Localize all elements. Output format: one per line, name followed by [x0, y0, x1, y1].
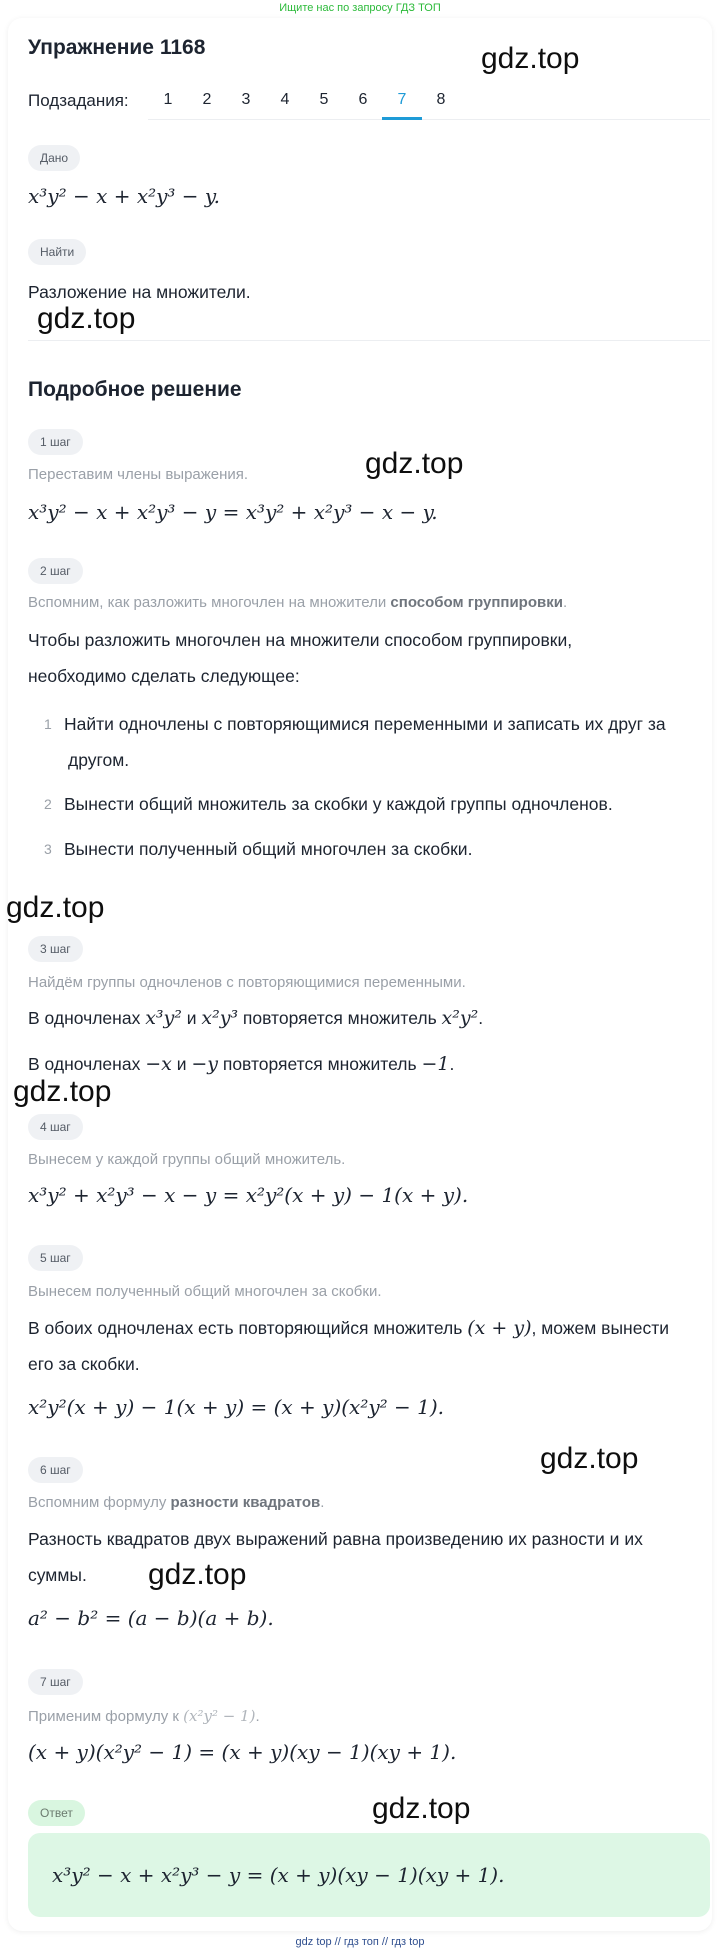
given-badge: Дано — [28, 145, 80, 171]
step-7-note-suffix: . — [255, 1708, 260, 1725]
step-6-badge: 6 шаг — [28, 1457, 83, 1483]
step-6-note-bold: разности квадратов — [170, 1494, 321, 1511]
step-2-note-prefix: Вспомним, как разложить многочлен на множители — [28, 594, 391, 611]
watermark: gdz.top — [13, 1075, 112, 1108]
answer-box — [28, 1833, 710, 1917]
step-2-text-line-1: Чтобы разложить многочлен на множители способом группировки, — [28, 630, 573, 650]
step-1-expression: x³y² − x + x²y³ − y = x³y² + x²y³ − x − y. — [28, 500, 438, 524]
tab-3[interactable]: 3 — [241, 91, 251, 108]
watermark: gdz.top — [148, 1558, 247, 1591]
list-item-1-line-1: Найти одночлены с повторяющимися переменными и записать их друг за — [64, 714, 666, 734]
step-6-text-line-1: Разность квадратов двух выражений равна произведению их разности и их — [28, 1529, 643, 1549]
divider — [28, 340, 710, 341]
step-5-text-line-1 — [28, 1310, 708, 1346]
tab-6[interactable]: 6 — [358, 91, 368, 108]
top-banner-link[interactable]: Ищите нас по запросу ГДЗ ТОП — [279, 2, 441, 14]
tab-1[interactable]: 1 — [163, 91, 173, 108]
step-7-note-prefix: Применим формулу к — [28, 1708, 184, 1725]
step-1-note: Переставим члены выражения. — [28, 466, 249, 483]
step-3-line-1-m3: x²y² — [441, 1007, 479, 1029]
footer-links[interactable]: gdz top // гдз топ // гдз top — [295, 1936, 425, 1948]
step-3-line-2 — [28, 1046, 708, 1082]
step-3-line-1 — [28, 1000, 708, 1036]
tab-8[interactable]: 8 — [436, 91, 446, 108]
step-3-line-2-a: В одночленах — [28, 1054, 146, 1074]
step-3-line-2-m1: −x — [145, 1053, 172, 1075]
list-number-2: 2 — [44, 796, 52, 812]
given-expression: x³y² − x + x²y³ − y. — [28, 184, 220, 208]
step-3-note: Найдём группы одночленов с повторяющимися переменными. — [28, 974, 466, 991]
step-3-line-2-b: и — [171, 1054, 192, 1074]
watermark: gdz.top — [37, 302, 136, 335]
answer-expression: x³y² − x + x²y³ − y = (x + y)(xy − 1)(xy + 1). — [52, 1863, 505, 1887]
step-5-text-b: , можем вынести — [531, 1318, 669, 1338]
step-2-note — [28, 594, 567, 611]
step-3-line-2-m2: −y — [191, 1053, 218, 1075]
watermark: gdz.top — [372, 1792, 471, 1825]
step-2-note-bold: способом группировки — [390, 594, 563, 611]
step-3-line-1-m1: x³y² — [145, 1007, 182, 1029]
step-3-line-1-a: В одночленах — [28, 1008, 146, 1028]
step-6-note-prefix: Вспомним формулу — [28, 1494, 171, 1511]
step-3-line-2-c: повторяется множитель — [217, 1054, 422, 1074]
step-3-line-1-c: повторяется множитель — [238, 1008, 442, 1028]
step-3-line-1-m2: x²y³ — [201, 1007, 239, 1029]
step-4-note: Вынесем у каждой группы общий множитель. — [28, 1151, 346, 1168]
step-5-expression: x²y²(x + y) − 1(x + y) = (x + y)(x²y² − 1). — [28, 1395, 445, 1419]
step-3-badge: 3 шаг — [28, 936, 83, 962]
step-5-text-a: В обоих одночленах есть повторяющийся множитель — [28, 1318, 468, 1338]
step-7-note-math: (x²y² − 1) — [183, 1707, 256, 1725]
page-title: Упражнение 1168 — [28, 36, 206, 59]
step-3-line-2-d: . — [449, 1054, 455, 1074]
step-7-expression: (x + y)(x²y² − 1) = (x + y)(xy − 1)(xy + 1). — [28, 1740, 457, 1764]
step-3-line-2-m3: −1 — [421, 1053, 450, 1075]
find-badge: Найти — [28, 239, 86, 265]
watermark: gdz.top — [6, 891, 105, 924]
step-2-badge: 2 шаг — [28, 558, 83, 584]
step-5-note: Вынесем полученный общий многочлен за скобки. — [28, 1283, 382, 1300]
list-item-3: Вынести полученный общий многочлен за скобки. — [64, 839, 473, 859]
step-4-badge: 4 шаг — [28, 1114, 83, 1140]
step-5-badge: 5 шаг — [28, 1245, 83, 1271]
tab-4[interactable]: 4 — [280, 91, 290, 108]
list-item-1-line-2: другом. — [68, 750, 130, 770]
tab-5[interactable]: 5 — [319, 91, 329, 108]
step-6-expression: a² − b² = (a − b)(a + b). — [28, 1606, 274, 1630]
subtasks-tabs — [148, 80, 710, 120]
answer-badge: Ответ — [28, 1800, 85, 1826]
step-5-text-math: (x + y) — [467, 1317, 532, 1339]
step-2-text-line-2: необходимо сделать следующее: — [28, 666, 300, 686]
list-number-1: 1 — [44, 716, 52, 732]
solution-title: Подробное решение — [28, 378, 242, 401]
step-6-note — [28, 1494, 324, 1511]
step-7-note — [28, 1707, 260, 1725]
step-6-note-suffix: . — [320, 1494, 325, 1511]
step-7-badge: 7 шаг — [28, 1669, 83, 1695]
tab-7[interactable]: 7 — [382, 80, 422, 120]
step-4-expression: x³y² + x²y³ − x − y = x²y²(x + y) − 1(x + y). — [28, 1183, 469, 1207]
watermark: gdz.top — [481, 42, 580, 75]
subtasks-label: Подзадания: — [28, 91, 129, 110]
step-1-badge: 1 шаг — [28, 429, 83, 455]
step-2-note-suffix: . — [562, 594, 568, 611]
watermark: gdz.top — [540, 1442, 639, 1475]
step-3-line-1-b: и — [181, 1008, 202, 1028]
step-6-text-line-2: суммы. — [28, 1565, 87, 1585]
tab-2[interactable]: 2 — [202, 91, 212, 108]
step-5-text-line-2: его за скобки. — [28, 1354, 140, 1374]
step-3-line-1-d: . — [478, 1008, 484, 1028]
list-number-3: 3 — [44, 841, 52, 857]
find-text: Разложение на множители. — [28, 282, 251, 302]
watermark: gdz.top — [365, 447, 464, 480]
list-item-2: Вынести общий множитель за скобки у каждой группы одночленов. — [64, 794, 613, 814]
